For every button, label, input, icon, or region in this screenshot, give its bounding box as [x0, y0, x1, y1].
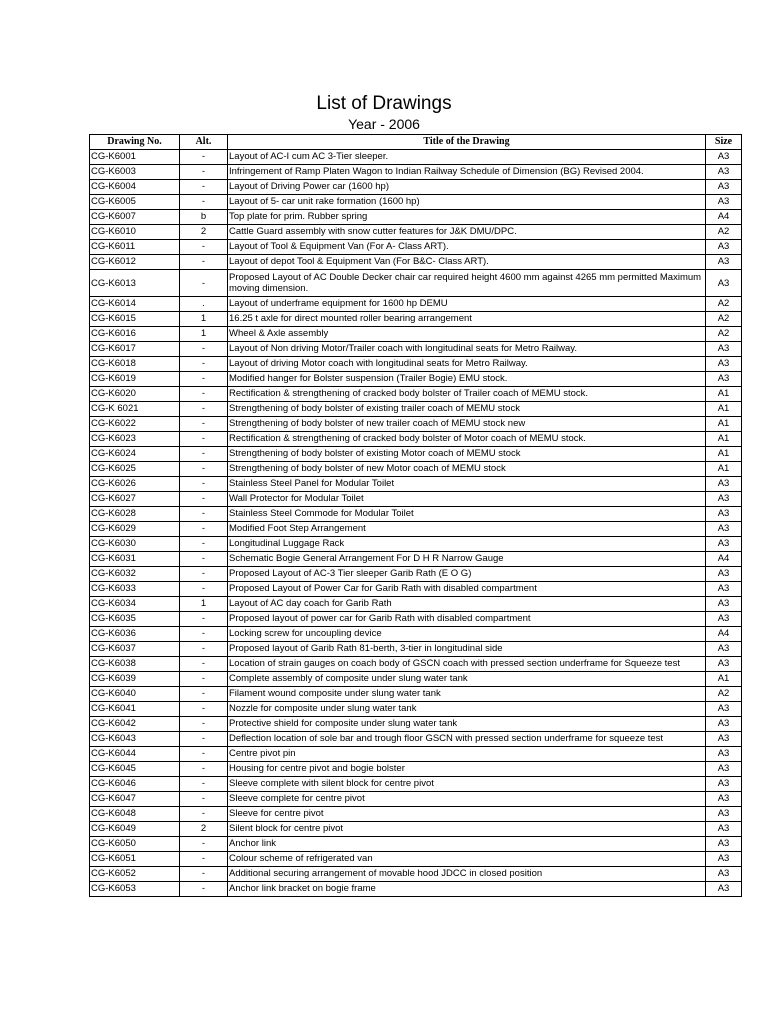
- drawing-no-cell: CG-K6038: [90, 657, 180, 672]
- drawing-no-cell: CG-K6027: [90, 492, 180, 507]
- drawing-no-cell: CG-K6044: [90, 747, 180, 762]
- alt-cell: -: [180, 687, 228, 702]
- drawing-no-cell: CG-K6019: [90, 372, 180, 387]
- table-row: [90, 387, 742, 402]
- drawings-table: [89, 134, 742, 897]
- alt-cell: -: [180, 567, 228, 582]
- drawing-no-cell: CG-K6023: [90, 432, 180, 447]
- drawing-no-cell: CG-K6037: [90, 642, 180, 657]
- title-cell: Complete assembly of composite under slung water tank: [228, 672, 706, 687]
- alt-cell: -: [180, 867, 228, 882]
- alt-cell: -: [180, 522, 228, 537]
- alt-cell: -: [180, 240, 228, 255]
- drawing-no-cell: CG-K6051: [90, 852, 180, 867]
- drawing-no-cell: CG-K6007: [90, 210, 180, 225]
- title-cell: Proposed Layout of AC-3 Tier sleeper Garib Rath (E O G): [228, 567, 706, 582]
- drawing-no-cell: CG-K6001: [90, 150, 180, 165]
- title-cell: Stainless Steel Panel for Modular Toilet: [228, 477, 706, 492]
- drawing-no-cell: CG-K6036: [90, 627, 180, 642]
- title-cell: Layout of AC-I cum AC 3-Tier sleeper.: [228, 150, 706, 165]
- size-cell: A3: [706, 357, 742, 372]
- title-cell: Location of strain gauges on coach body of GSCN coach with pressed section underframe for Squeeze test: [228, 657, 706, 672]
- table-row: [90, 417, 742, 432]
- drawing-no-cell: CG-K6030: [90, 537, 180, 552]
- title-cell: Proposed layout of Garib Rath 81-berth, 3-tier in longitudinal side: [228, 642, 706, 657]
- size-cell: A3: [706, 240, 742, 255]
- table-row: [90, 732, 742, 747]
- title-cell: Anchor link: [228, 837, 706, 852]
- size-cell: A2: [706, 297, 742, 312]
- table-row: [90, 255, 742, 270]
- drawing-no-cell: CG-K6040: [90, 687, 180, 702]
- table-row: [90, 702, 742, 717]
- drawing-no-cell: CG-K6016: [90, 327, 180, 342]
- size-cell: A3: [706, 537, 742, 552]
- alt-cell: -: [180, 507, 228, 522]
- table-row: [90, 210, 742, 225]
- drawing-no-cell: CG-K6010: [90, 225, 180, 240]
- table-row: [90, 312, 742, 327]
- title-cell: Layout of depot Tool & Equipment Van (For B&C- Class ART).: [228, 255, 706, 270]
- size-cell: A3: [706, 372, 742, 387]
- table-header-row: [90, 135, 742, 150]
- alt-cell: -: [180, 612, 228, 627]
- table-row: [90, 657, 742, 672]
- title-cell: Wheel & Axle assembly: [228, 327, 706, 342]
- title-cell: Strengthening of body bolster of existing trailer coach of MEMU stock: [228, 402, 706, 417]
- title-cell: 16.25 t axle for direct mounted roller bearing arrangement: [228, 312, 706, 327]
- title-cell: Deflection location of sole bar and trough floor GSCN with pressed section underframe for squeeze test: [228, 732, 706, 747]
- column-header-alt: Alt.: [180, 135, 228, 150]
- size-cell: A1: [706, 417, 742, 432]
- size-cell: A3: [706, 582, 742, 597]
- title-cell: Strengthening of body bolster of existing Motor coach of MEMU stock: [228, 447, 706, 462]
- alt-cell: -: [180, 672, 228, 687]
- alt-cell: 2: [180, 225, 228, 240]
- drawing-no-cell: CG-K6033: [90, 582, 180, 597]
- drawing-no-cell: CG-K6018: [90, 357, 180, 372]
- size-cell: A3: [706, 657, 742, 672]
- table-row: [90, 852, 742, 867]
- title-cell: Sleeve for centre pivot: [228, 807, 706, 822]
- drawing-no-cell: CG-K6041: [90, 702, 180, 717]
- alt-cell: -: [180, 552, 228, 567]
- alt-cell: -: [180, 150, 228, 165]
- drawing-no-cell: CG-K6014: [90, 297, 180, 312]
- alt-cell: -: [180, 582, 228, 597]
- title-cell: Proposed Layout of AC Double Decker chair car required height 4600 mm against 4265 mm permitted Maximum moving dimension.: [228, 270, 706, 297]
- drawing-no-cell: CG-K6020: [90, 387, 180, 402]
- size-cell: A3: [706, 747, 742, 762]
- title-cell: Layout of underframe equipment for 1600 hp DEMU: [228, 297, 706, 312]
- title-cell: Protective shield for composite under slung water tank: [228, 717, 706, 732]
- table-row: [90, 240, 742, 255]
- table-row: [90, 342, 742, 357]
- alt-cell: 1: [180, 597, 228, 612]
- drawing-no-cell: CG-K6039: [90, 672, 180, 687]
- size-cell: A3: [706, 180, 742, 195]
- drawing-no-cell: CG-K6011: [90, 240, 180, 255]
- size-cell: A3: [706, 867, 742, 882]
- size-cell: A1: [706, 387, 742, 402]
- table-row: [90, 642, 742, 657]
- size-cell: A1: [706, 447, 742, 462]
- title-cell: Layout of driving Motor coach with longitudinal seats for Metro Railway.: [228, 357, 706, 372]
- table-row: [90, 357, 742, 372]
- title-cell: Proposed layout of power car for Garib Rath with disabled compartment: [228, 612, 706, 627]
- drawing-no-cell: CG-K6012: [90, 255, 180, 270]
- table-row: [90, 552, 742, 567]
- table-row: [90, 747, 742, 762]
- alt-cell: -: [180, 417, 228, 432]
- size-cell: A3: [706, 837, 742, 852]
- drawing-no-cell: CG-K6046: [90, 777, 180, 792]
- alt-cell: -: [180, 492, 228, 507]
- table-row: [90, 822, 742, 837]
- alt-cell: -: [180, 195, 228, 210]
- title-cell: Strengthening of body bolster of new trailer coach of MEMU stock new: [228, 417, 706, 432]
- drawing-no-cell: CG-K6004: [90, 180, 180, 195]
- size-cell: A3: [706, 255, 742, 270]
- title-cell: Strengthening of body bolster of new Motor coach of MEMU stock: [228, 462, 706, 477]
- size-cell: A3: [706, 165, 742, 180]
- table-row: [90, 180, 742, 195]
- size-cell: A3: [706, 597, 742, 612]
- table-row: [90, 567, 742, 582]
- table-row: [90, 882, 742, 897]
- title-cell: Sleeve complete for centre pivot: [228, 792, 706, 807]
- title-cell: Rectification & strengthening of cracked body bolster of Trailer coach of MEMU stock.: [228, 387, 706, 402]
- table-row: [90, 777, 742, 792]
- table-row: [90, 165, 742, 180]
- size-cell: A3: [706, 777, 742, 792]
- size-cell: A3: [706, 882, 742, 897]
- alt-cell: -: [180, 792, 228, 807]
- alt-cell: b: [180, 210, 228, 225]
- size-cell: A3: [706, 270, 742, 297]
- alt-cell: -: [180, 732, 228, 747]
- alt-cell: -: [180, 717, 228, 732]
- alt-cell: -: [180, 807, 228, 822]
- title-cell: Rectification & strengthening of cracked body bolster of Motor coach of MEMU stock.: [228, 432, 706, 447]
- alt-cell: -: [180, 447, 228, 462]
- size-cell: A3: [706, 732, 742, 747]
- alt-cell: -: [180, 180, 228, 195]
- title-cell: Sleeve complete with silent block for centre pivot: [228, 777, 706, 792]
- title-cell: Proposed Layout of Power Car for Garib Rath with disabled compartment: [228, 582, 706, 597]
- drawing-no-cell: CG-K6045: [90, 762, 180, 777]
- drawing-no-cell: CG-K6003: [90, 165, 180, 180]
- alt-cell: -: [180, 462, 228, 477]
- table-row: [90, 687, 742, 702]
- table-row: [90, 150, 742, 165]
- alt-cell: -: [180, 537, 228, 552]
- drawing-no-cell: CG-K6024: [90, 447, 180, 462]
- size-cell: A3: [706, 507, 742, 522]
- size-cell: A3: [706, 150, 742, 165]
- title-cell: Modified hanger for Bolster suspension (Trailer Bogie) EMU stock.: [228, 372, 706, 387]
- title-cell: Cattle Guard assembly with snow cutter features for J&K DMU/DPC.: [228, 225, 706, 240]
- alt-cell: 1: [180, 312, 228, 327]
- title-cell: Nozzle for composite under slung water tank: [228, 702, 706, 717]
- title-cell: Stainless Steel Commode for Modular Toilet: [228, 507, 706, 522]
- drawing-no-cell: CG-K6005: [90, 195, 180, 210]
- table-row: [90, 327, 742, 342]
- column-header-size: Size: [706, 135, 742, 150]
- table-row: [90, 432, 742, 447]
- table-row: [90, 837, 742, 852]
- alt-cell: -: [180, 270, 228, 297]
- alt-cell: -: [180, 477, 228, 492]
- drawing-no-cell: CG-K6013: [90, 270, 180, 297]
- title-cell: Locking screw for uncoupling device: [228, 627, 706, 642]
- title-cell: Wall Protector for Modular Toilet: [228, 492, 706, 507]
- drawing-no-cell: CG-K6053: [90, 882, 180, 897]
- alt-cell: .: [180, 297, 228, 312]
- size-cell: A3: [706, 612, 742, 627]
- alt-cell: -: [180, 432, 228, 447]
- table-row: [90, 447, 742, 462]
- table-row: [90, 522, 742, 537]
- table-row: [90, 462, 742, 477]
- alt-cell: -: [180, 852, 228, 867]
- alt-cell: 1: [180, 327, 228, 342]
- size-cell: A1: [706, 432, 742, 447]
- alt-cell: -: [180, 777, 228, 792]
- alt-cell: -: [180, 702, 228, 717]
- size-cell: A2: [706, 225, 742, 240]
- size-cell: A3: [706, 477, 742, 492]
- table-row: [90, 537, 742, 552]
- title-cell: Schematic Bogie General Arrangement For D H R Narrow Gauge: [228, 552, 706, 567]
- alt-cell: -: [180, 255, 228, 270]
- title-cell: Longitudinal Luggage Rack: [228, 537, 706, 552]
- size-cell: A1: [706, 672, 742, 687]
- alt-cell: -: [180, 372, 228, 387]
- size-cell: A4: [706, 627, 742, 642]
- size-cell: A1: [706, 402, 742, 417]
- size-cell: A3: [706, 567, 742, 582]
- alt-cell: -: [180, 657, 228, 672]
- table-row: [90, 492, 742, 507]
- column-header-drawing-no: Drawing No.: [90, 135, 180, 150]
- title-cell: Housing for centre pivot and bogie bolster: [228, 762, 706, 777]
- size-cell: A3: [706, 822, 742, 837]
- alt-cell: -: [180, 357, 228, 372]
- drawing-no-cell: CG-K6025: [90, 462, 180, 477]
- table-row: [90, 717, 742, 732]
- drawing-no-cell: CG-K6049: [90, 822, 180, 837]
- table-row: [90, 402, 742, 417]
- table-row: [90, 372, 742, 387]
- title-cell: Layout of Non driving Motor/Trailer coach with longitudinal seats for Metro Railway.: [228, 342, 706, 357]
- alt-cell: -: [180, 882, 228, 897]
- drawing-no-cell: CG-K6029: [90, 522, 180, 537]
- table-row: [90, 195, 742, 210]
- alt-cell: -: [180, 387, 228, 402]
- title-cell: Layout of Tool & Equipment Van (For A- Class ART).: [228, 240, 706, 255]
- drawing-no-cell: CG-K6050: [90, 837, 180, 852]
- drawing-no-cell: CG-K6028: [90, 507, 180, 522]
- size-cell: A3: [706, 642, 742, 657]
- size-cell: A3: [706, 717, 742, 732]
- title-cell: Anchor link bracket on bogie frame: [228, 882, 706, 897]
- table-row: [90, 225, 742, 240]
- size-cell: A3: [706, 342, 742, 357]
- drawing-no-cell: CG-K6017: [90, 342, 180, 357]
- table-row: [90, 270, 742, 297]
- drawing-no-cell: CG-K6052: [90, 867, 180, 882]
- table-row: [90, 627, 742, 642]
- size-cell: A1: [706, 462, 742, 477]
- title-cell: Top plate for prim. Rubber spring: [228, 210, 706, 225]
- title-cell: Colour scheme of refrigerated van: [228, 852, 706, 867]
- alt-cell: -: [180, 762, 228, 777]
- size-cell: A3: [706, 492, 742, 507]
- size-cell: A3: [706, 522, 742, 537]
- table-row: [90, 792, 742, 807]
- title-cell: Silent block for centre pivot: [228, 822, 706, 837]
- alt-cell: 2: [180, 822, 228, 837]
- alt-cell: -: [180, 642, 228, 657]
- title-cell: Layout of 5- car unit rake formation (1600 hp): [228, 195, 706, 210]
- page-subtitle: Year - 2006: [348, 116, 420, 132]
- size-cell: A3: [706, 807, 742, 822]
- title-cell: Layout of AC day coach for Garib Rath: [228, 597, 706, 612]
- drawing-no-cell: CG-K6032: [90, 567, 180, 582]
- alt-cell: -: [180, 837, 228, 852]
- alt-cell: -: [180, 627, 228, 642]
- table-row: [90, 612, 742, 627]
- title-cell: Infringement of Ramp Platen Wagon to Indian Railway Schedule of Dimension (BG) Revised 2004.: [228, 165, 706, 180]
- size-cell: A3: [706, 792, 742, 807]
- page-title: List of Drawings: [316, 93, 452, 114]
- alt-cell: -: [180, 402, 228, 417]
- drawing-no-cell: CG-K6042: [90, 717, 180, 732]
- drawing-no-cell: CG-K6034: [90, 597, 180, 612]
- size-cell: A2: [706, 312, 742, 327]
- table-row: [90, 582, 742, 597]
- title-cell: Filament wound composite under slung water tank: [228, 687, 706, 702]
- alt-cell: -: [180, 165, 228, 180]
- drawing-no-cell: CG-K6015: [90, 312, 180, 327]
- drawing-no-cell: CG-K6047: [90, 792, 180, 807]
- title-cell: Additional securing arrangement of movable hood JDCC in closed position: [228, 867, 706, 882]
- alt-cell: -: [180, 342, 228, 357]
- drawing-no-cell: CG-K6031: [90, 552, 180, 567]
- title-cell: Modified Foot Step Arrangement: [228, 522, 706, 537]
- size-cell: A3: [706, 762, 742, 777]
- size-cell: A2: [706, 687, 742, 702]
- table-row: [90, 807, 742, 822]
- drawing-no-cell: CG-K6048: [90, 807, 180, 822]
- table-row: [90, 672, 742, 687]
- alt-cell: -: [180, 747, 228, 762]
- column-header-title: Title of the Drawing: [228, 135, 706, 150]
- table-row: [90, 762, 742, 777]
- drawing-no-cell: CG-K6026: [90, 477, 180, 492]
- size-cell: A2: [706, 327, 742, 342]
- table-row: [90, 867, 742, 882]
- size-cell: A4: [706, 210, 742, 225]
- drawing-no-cell: CG-K6022: [90, 417, 180, 432]
- drawing-no-cell: CG-K 6021: [90, 402, 180, 417]
- table-row: [90, 597, 742, 612]
- drawing-no-cell: CG-K6043: [90, 732, 180, 747]
- size-cell: A3: [706, 852, 742, 867]
- title-cell: Layout of Driving Power car (1600 hp): [228, 180, 706, 195]
- table-row: [90, 297, 742, 312]
- size-cell: A3: [706, 702, 742, 717]
- table-row: [90, 507, 742, 522]
- size-cell: A3: [706, 195, 742, 210]
- size-cell: A4: [706, 552, 742, 567]
- drawing-no-cell: CG-K6035: [90, 612, 180, 627]
- title-cell: Centre pivot pin: [228, 747, 706, 762]
- table-row: [90, 477, 742, 492]
